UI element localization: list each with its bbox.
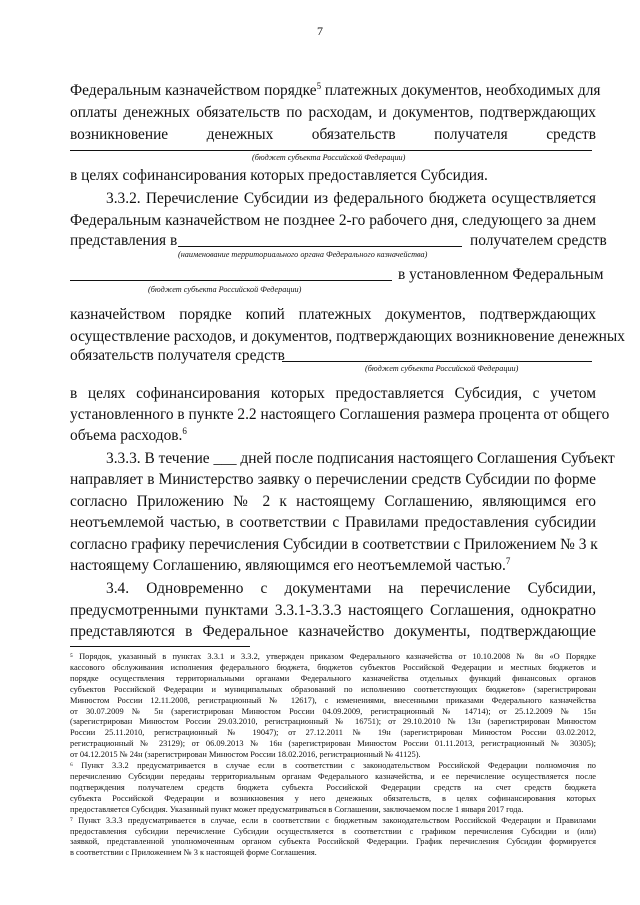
- text: получателем средств: [470, 232, 607, 249]
- text: представления в: [70, 232, 178, 249]
- fill-in-blank: [70, 150, 592, 151]
- paragraph-line: 3.3.2. Перечисление Субсидии из федерального бюджета осуществляется: [106, 190, 596, 207]
- footnote-line: ⁷ Пункт 3.3.3 предусматривается в случае, если в соответствии с бюджетным законодательством Российской Федерации и Правилами: [70, 815, 596, 825]
- footnote-ref-6: 6: [182, 425, 187, 436]
- footnote-line: заявкой, представленной уполномоченным органом субъекта Российской Федерации. График перечисления Субсидии формируется: [70, 837, 596, 847]
- fill-in-blank: [178, 246, 462, 247]
- fill-in-blank: [70, 280, 392, 281]
- paragraph-line: направляет в Министерство заявку о перечислении средств Субсидии по форме: [70, 471, 596, 488]
- paragraph-line: согласно графику перечисления Субсидии в соответствии с Приложением № 3 к: [70, 536, 598, 553]
- paragraph-line: в целях софинансирования которых предоставляется Субсидия.: [70, 167, 488, 184]
- paragraph-line: представляются в Федеральное казначейство документы, подтверждающие: [70, 623, 596, 640]
- text: Федеральным казначейством порядке: [70, 82, 317, 99]
- footnote-line: от 30.07.2009 № 5н (зарегистрирован Минюстом России 04.09.2009, регистрационный № 14714); от 25.12.2009 № 15н: [70, 706, 596, 716]
- page-number: 7: [317, 24, 323, 38]
- footnote-line: ⁶ Пункт 3.3.2 предусматривается в случае если в соответствии с законодательством Российской Федерации полномочия по: [70, 761, 596, 771]
- footnote-line: от 04.12.2015 № 24н (зарегистрирован Минюстом России 18.02.2016, регистрационный № 41125).: [70, 750, 421, 760]
- paragraph-line: Федеральным казначейством не позднее 2-го рабочего дня, следующего за днем: [70, 212, 596, 229]
- paragraph-line: [70, 427, 596, 445]
- text: настоящему Соглашению, являющимся его неотъемлемой частью.: [70, 557, 506, 574]
- footnote-line: (зарегистрирован Минюстом России 29.03.2010, регистрационный № 16751); от 29.10.2010 № 13н (зарегистрирован Минюстом: [70, 717, 596, 727]
- footnote-line: порядке осуществления территориальными органами Федерального казначейства отдельных функций финансовых органов: [70, 673, 596, 683]
- footnote-line: перечислению Субсидии переданы территориальным органам Федерального казначейства, и ее перечисление осуществляется после: [70, 771, 596, 781]
- footnotes: [70, 652, 596, 859]
- footnote-line: подтверждения получателем средств бюджета субъекта Российской Федерации средств на счет средств бюджета: [70, 782, 596, 792]
- footnote-line: субъекта Российской Федерации и возникновения у него денежных обязательств, в целях софинансирования которых: [70, 793, 596, 803]
- text: объема расходов.: [70, 427, 183, 444]
- paragraph-line: предусмотренными пунктами 3.3.1-3.3.3 настоящего Соглашения, однократно: [70, 602, 596, 619]
- paragraph-line: казначейством порядке копий платежных документов, подтверждающих: [70, 306, 596, 323]
- footnote-line: субъектов Российской Федерации и муниципальных образований по исполнению соответствующих бюджетов» (зарегистрирован: [70, 684, 596, 694]
- field-caption: (бюджет субъекта Российской Федерации): [252, 153, 406, 162]
- paragraph-line: [70, 80, 601, 100]
- paragraph-line: 3.4. Одновременно с документами на перечисление Субсидии,: [106, 580, 596, 597]
- footnote-line: России 25.11.2010, регистрационный № 19047); от 27.12.2011 № 19н (зарегистрирован Минюстом России 03.02.2012,: [70, 728, 596, 738]
- paragraph-line: осуществление расходов, и документов, подтверждающих возникновение денежных: [70, 328, 625, 345]
- text: платежных документов, необходимых для: [321, 82, 601, 99]
- footnote-line: кассового обслуживания исполнения федерального бюджета, бюджетов субъектов Российской Федерации и местных бюджетов и: [70, 662, 596, 672]
- paragraph-line: установленного в пункте 2.2 настоящего Соглашения размера процента от общего: [70, 406, 610, 423]
- paragraph-line: неотъемлемой частью, в соответствии с Правилами предоставления субсидии: [70, 514, 596, 531]
- footnote-line: предоставления субсидии перечисление Субсидии осуществляется в соответствии с графиком перечисления Субсидии и (или): [70, 826, 596, 836]
- field-caption: (бюджет субъекта Российской Федерации): [148, 285, 302, 294]
- footnote-line: регистрационный № 23129); от 06.09.2013 № 16н (зарегистрирован Минюстом России 01.11.2013, регистрационный № 30305);: [70, 739, 596, 749]
- paragraph-line: обязательств получателя средств: [70, 347, 285, 364]
- field-caption: (бюджет субъекта Российской Федерации): [365, 364, 519, 373]
- footnote-line: ⁵ Порядок, указанный в пунктах 3.3.1 и 3.3.2, утвержден приказом Федерального казначейства от 10.10.2008 № 8н «О Порядке: [70, 652, 596, 661]
- paragraph-line: [70, 557, 596, 575]
- footnote-ref-7: 7: [505, 555, 511, 566]
- paragraph-line: возникновение денежных обязательств получателя средств: [70, 126, 596, 143]
- footnote-separator: [70, 646, 250, 647]
- paragraph-line: оплаты денежных обязательств по расходам, и документов, подтверждающих: [70, 104, 596, 121]
- footnote-line: Минюстом России 12.11.2008, регистрационный № 12617), с изменениями, внесенными приказами Федерального казначейства: [70, 695, 596, 705]
- text: в установленном Федеральным: [398, 266, 604, 283]
- footnote-ref-5: 5: [316, 80, 322, 91]
- footnote-line: предоставляется Субсидия. Указанный пункт может предусматриваться в Соглашении, заключаемом после 1 января 2017 года.: [70, 804, 524, 814]
- paragraph-line: 3.3.3. В течение ___ дней после подписания настоящего Соглашения Субъект: [106, 450, 615, 467]
- fill-in-blank: [282, 361, 592, 362]
- paragraph-line: согласно Приложению № 2 к настоящему Соглашению, являющимся его: [70, 493, 596, 510]
- field-caption: (наименование территориального органа Федерального казначейства): [178, 250, 428, 259]
- paragraph-line: в целях софинансирования которых предоставляется Субсидия, с учетом: [70, 385, 596, 402]
- footnote-line: в соответствии с Приложением № 3 к настоящей форме Соглашения.: [70, 848, 317, 858]
